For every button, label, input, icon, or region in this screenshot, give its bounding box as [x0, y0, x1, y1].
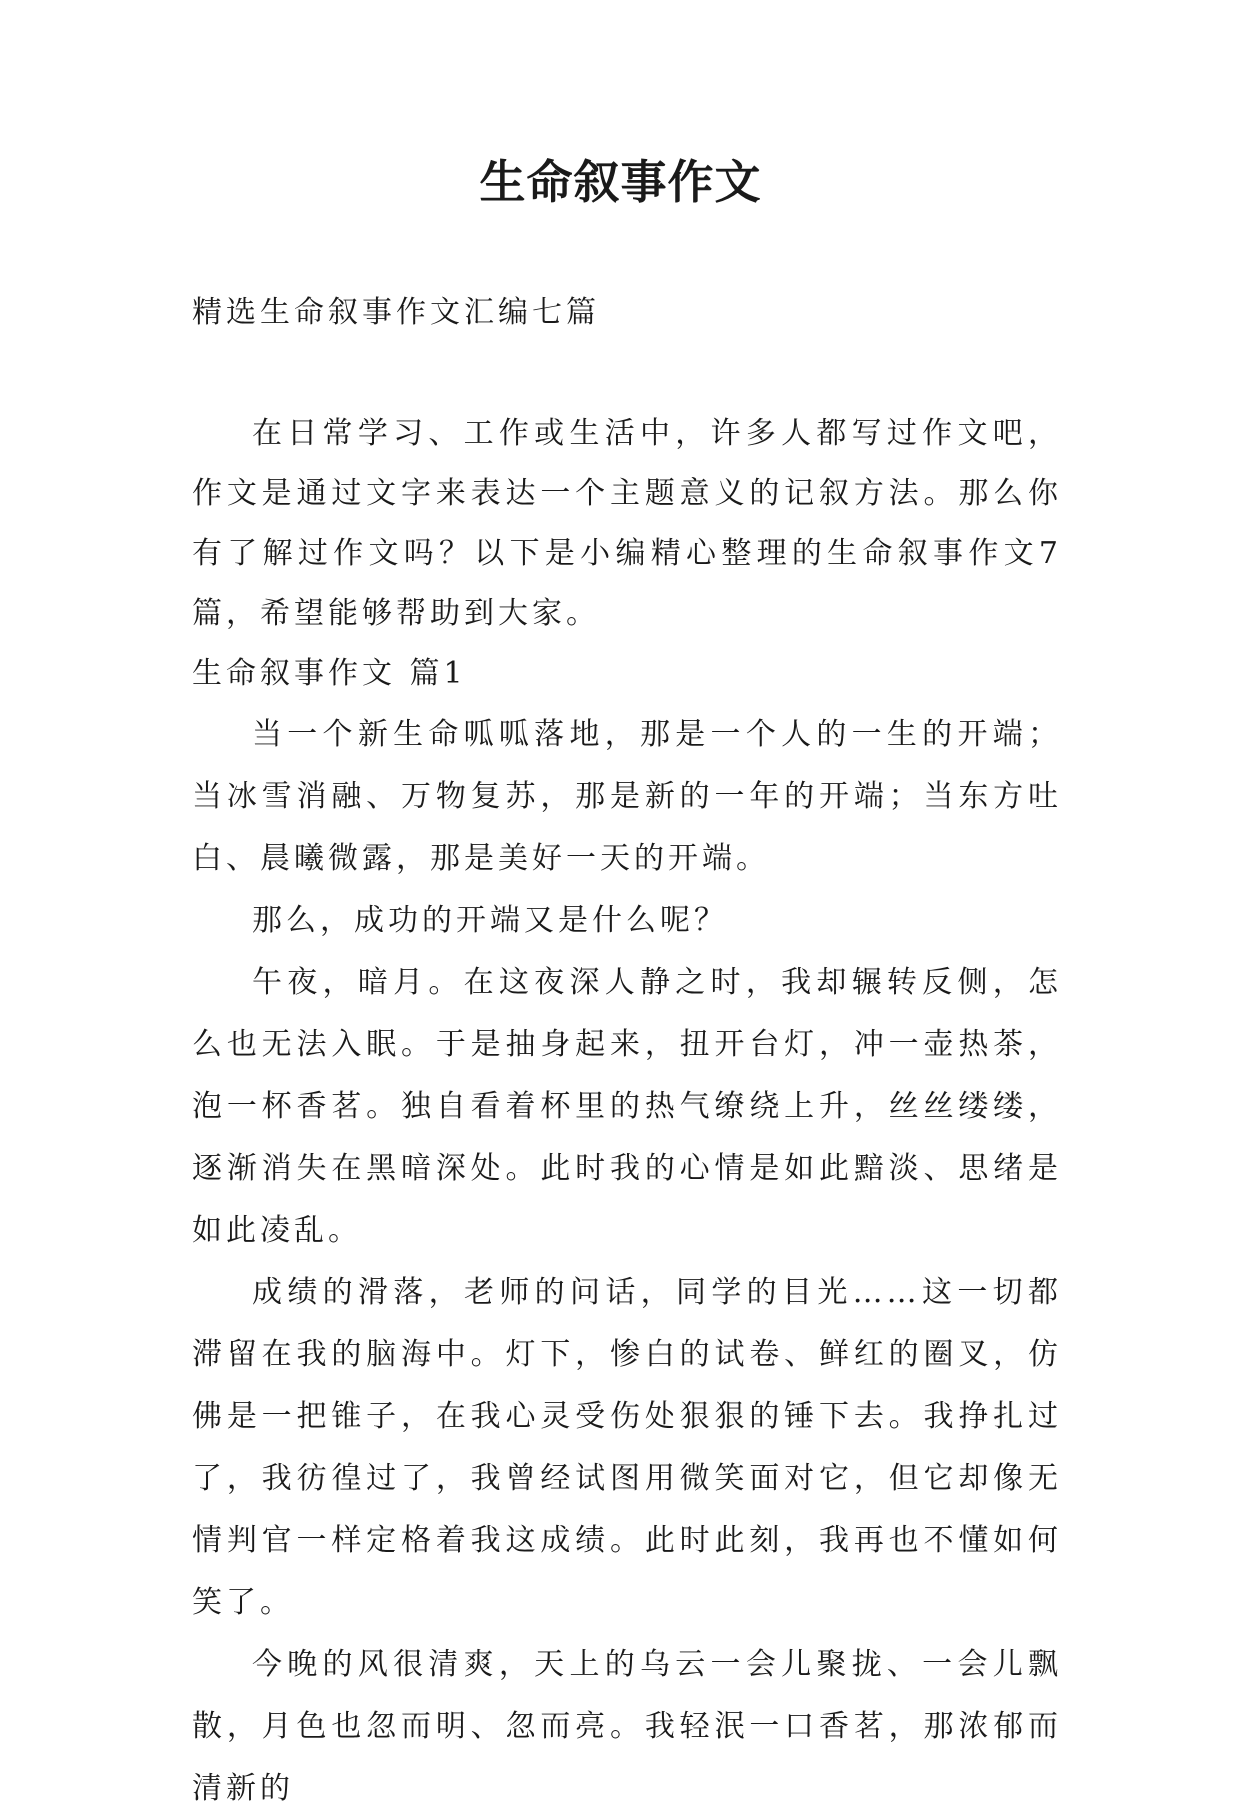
body-paragraph: 那么，成功的开端又是什么呢？: [252, 903, 728, 938]
document-title: 生命叙事作文: [479, 155, 762, 209]
body-paragraph: 午夜，暗月。在这夜深人静之时，我却辗转反侧，怎么也无法入眠。于是抽身起来，扭开台灯，冲一壶热茶，泡一杯香茗。独自看着杯里的热气缭绕上升，丝丝缕缕，逐渐消失在黑暗深处。此时我的心情是如此黯淡、思绪是如此凌乱。: [192, 965, 1062, 1248]
intro-paragraph: 在日常学习、工作或生活中，许多人都写过作文吧，作文是通过文字来表达一个主题意义的记叙方法。那么你有了解过作文吗？以下是小编精心整理的生命叙事作文7篇，希望能够帮助到大家。: [192, 416, 1062, 631]
document-subtitle: 精选生命叙事作文汇编七篇: [192, 295, 600, 330]
section-heading: 生命叙事作文 篇1: [192, 656, 467, 691]
body-paragraph: 今晚的风很清爽，天上的乌云一会儿聚拢、一会儿飘散，月色也忽而明、忽而亮。我轻泯一口香茗，那浓郁而清新的: [192, 1647, 1062, 1806]
body-paragraph: 成绩的滑落，老师的问话，同学的目光……这一切都滞留在我的脑海中。灯下，惨白的试卷、鲜红的圈叉，仿佛是一把锥子，在我心灵受伤处狠狠的锤下去。我挣扎过了，我彷徨过了，我曾经试图用微笑面对它，但它却像无情判官一样定格着我这成绩。此时此刻，我再也不懂如何笑了。: [192, 1275, 1062, 1620]
body-paragraph: 当一个新生命呱呱落地，那是一个人的一生的开端；当冰雪消融、万物复苏，那是新的一年的开端；当东方吐白、晨曦微露，那是美好一天的开端。: [192, 717, 1062, 876]
document-body: [192, 404, 1062, 1820]
